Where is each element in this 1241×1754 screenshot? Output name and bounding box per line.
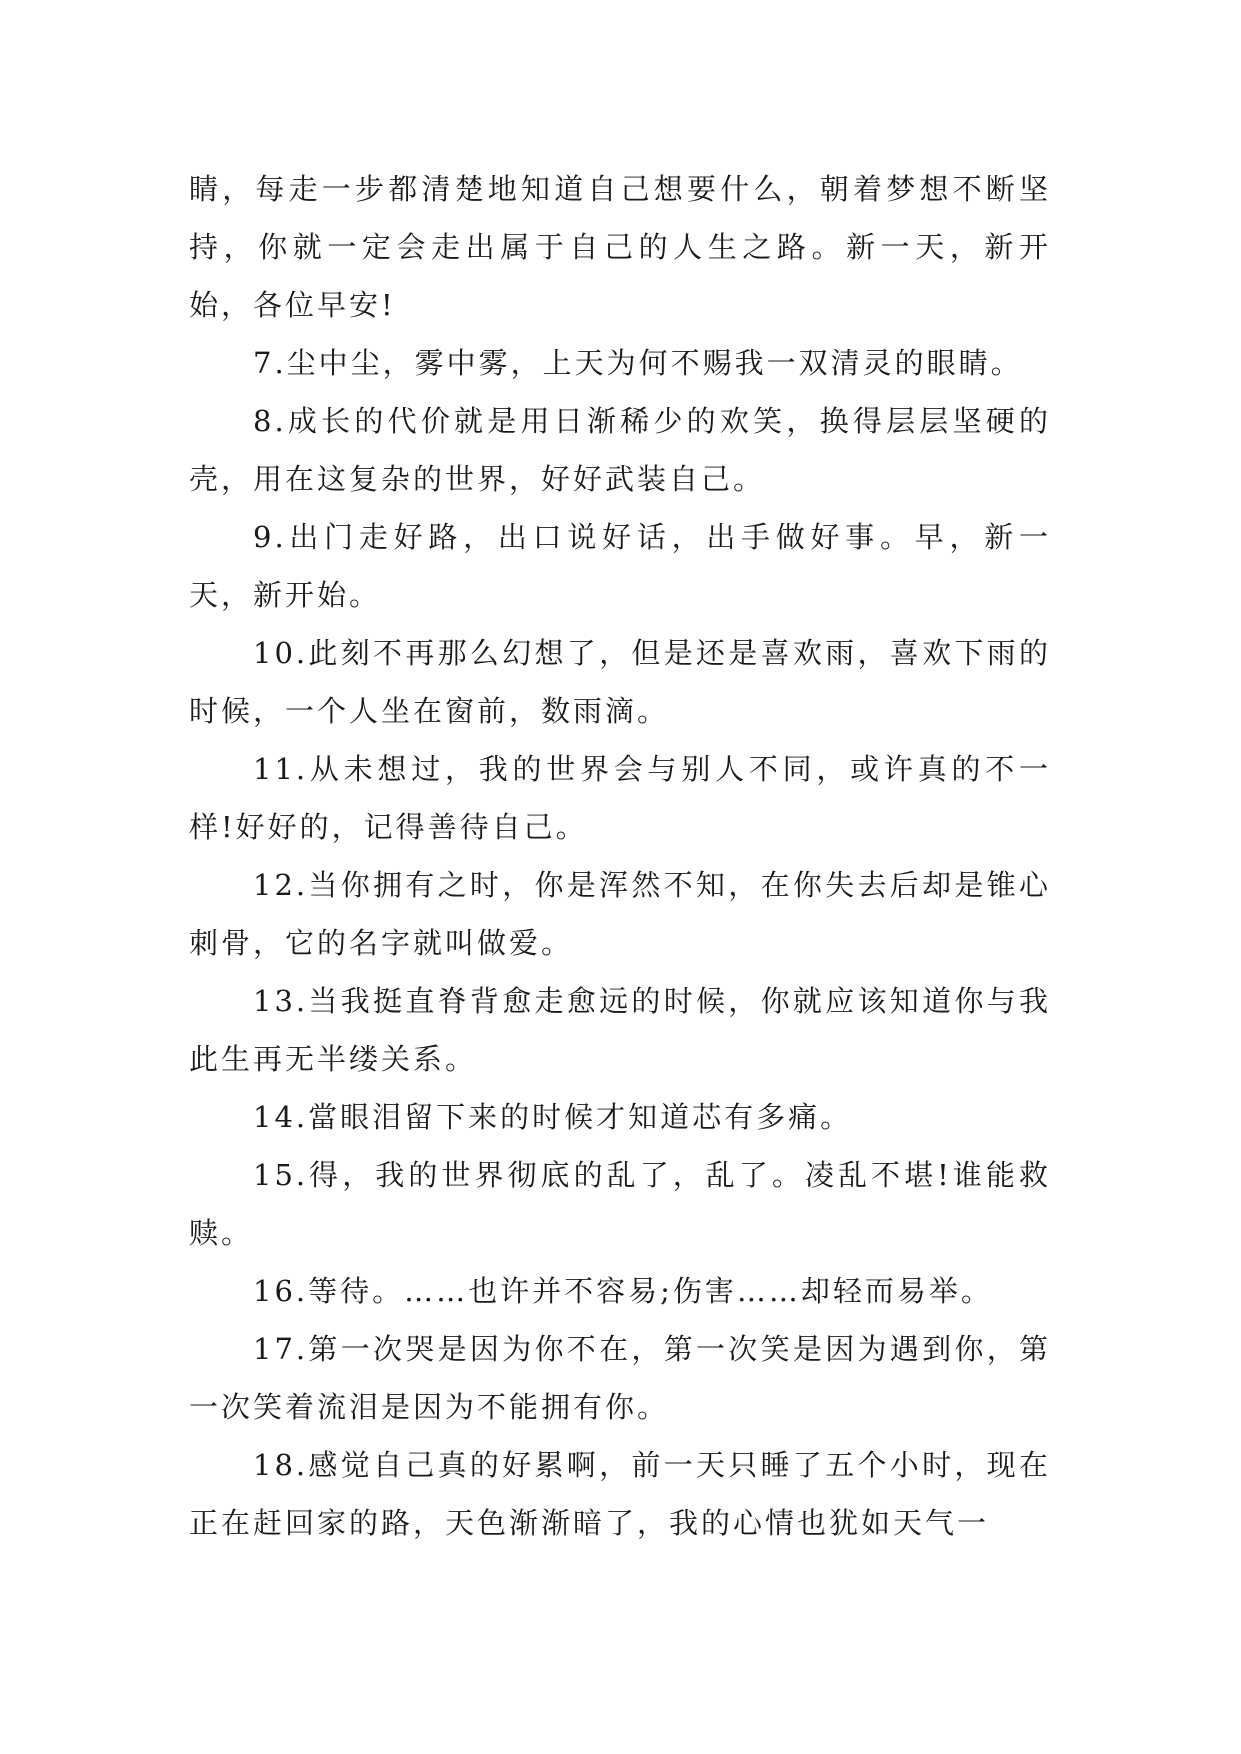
- paragraph-item-15: 15.得，我的世界彻底的乱了，乱了。凌乱不堪!谁能救赎。: [189, 1158, 1051, 1250]
- paragraph-item-17: 17.第一次哭是因为你不在，第一次笑是因为遇到你，第一次笑着流泪是因为不能拥有你。: [189, 1332, 1051, 1424]
- paragraph-item-10: 10.此刻不再那么幻想了，但是还是喜欢雨，喜欢下雨的时候，一个人坐在窗前，数雨滴。: [189, 636, 1051, 728]
- paragraph-item-8: 8.成长的代价就是用日渐稀少的欢笑，换得层层坚硬的壳，用在这复杂的世界，好好武装自己。: [189, 404, 1051, 496]
- paragraph-item-14: 14.當眼泪留下来的时候才知道芯有多痛。: [253, 1100, 853, 1134]
- paragraph-item-9: 9.出门走好路，出口说好话，出手做好事。早，新一天，新开始。: [189, 520, 1051, 612]
- paragraph-item-18: 18.感觉自己真的好累啊，前一天只睡了五个小时，现在正在赶回家的路，天色渐渐暗了，我的心情也犹如天气一: [189, 1448, 1051, 1540]
- paragraph-item-13: 13.当我挺直脊背愈走愈远的时候，你就应该知道你与我此生再无半缕关系。: [189, 984, 1051, 1076]
- paragraph-continued: 睛，每走一步都清楚地知道自己想要什么，朝着梦想不断坚持，你就一定会走出属于自己的人生之路。新一天，新开始，各位早安!: [189, 172, 1051, 322]
- document-body: [189, 160, 1051, 1552]
- paragraph-item-11: 11.从未想过，我的世界会与别人不同，或许真的不一样!好好的，记得善待自己。: [189, 752, 1051, 844]
- paragraph-item-16: 16.等待。……也许并不容易;伤害……却轻而易举。: [253, 1274, 993, 1308]
- paragraph-item-12: 12.当你拥有之时，你是浑然不知，在你失去后却是锥心刺骨，它的名字就叫做爱。: [189, 868, 1051, 960]
- paragraph-item-7: 7.尘中尘，雾中雾，上天为何不赐我一双清灵的眼睛。: [253, 346, 1023, 380]
